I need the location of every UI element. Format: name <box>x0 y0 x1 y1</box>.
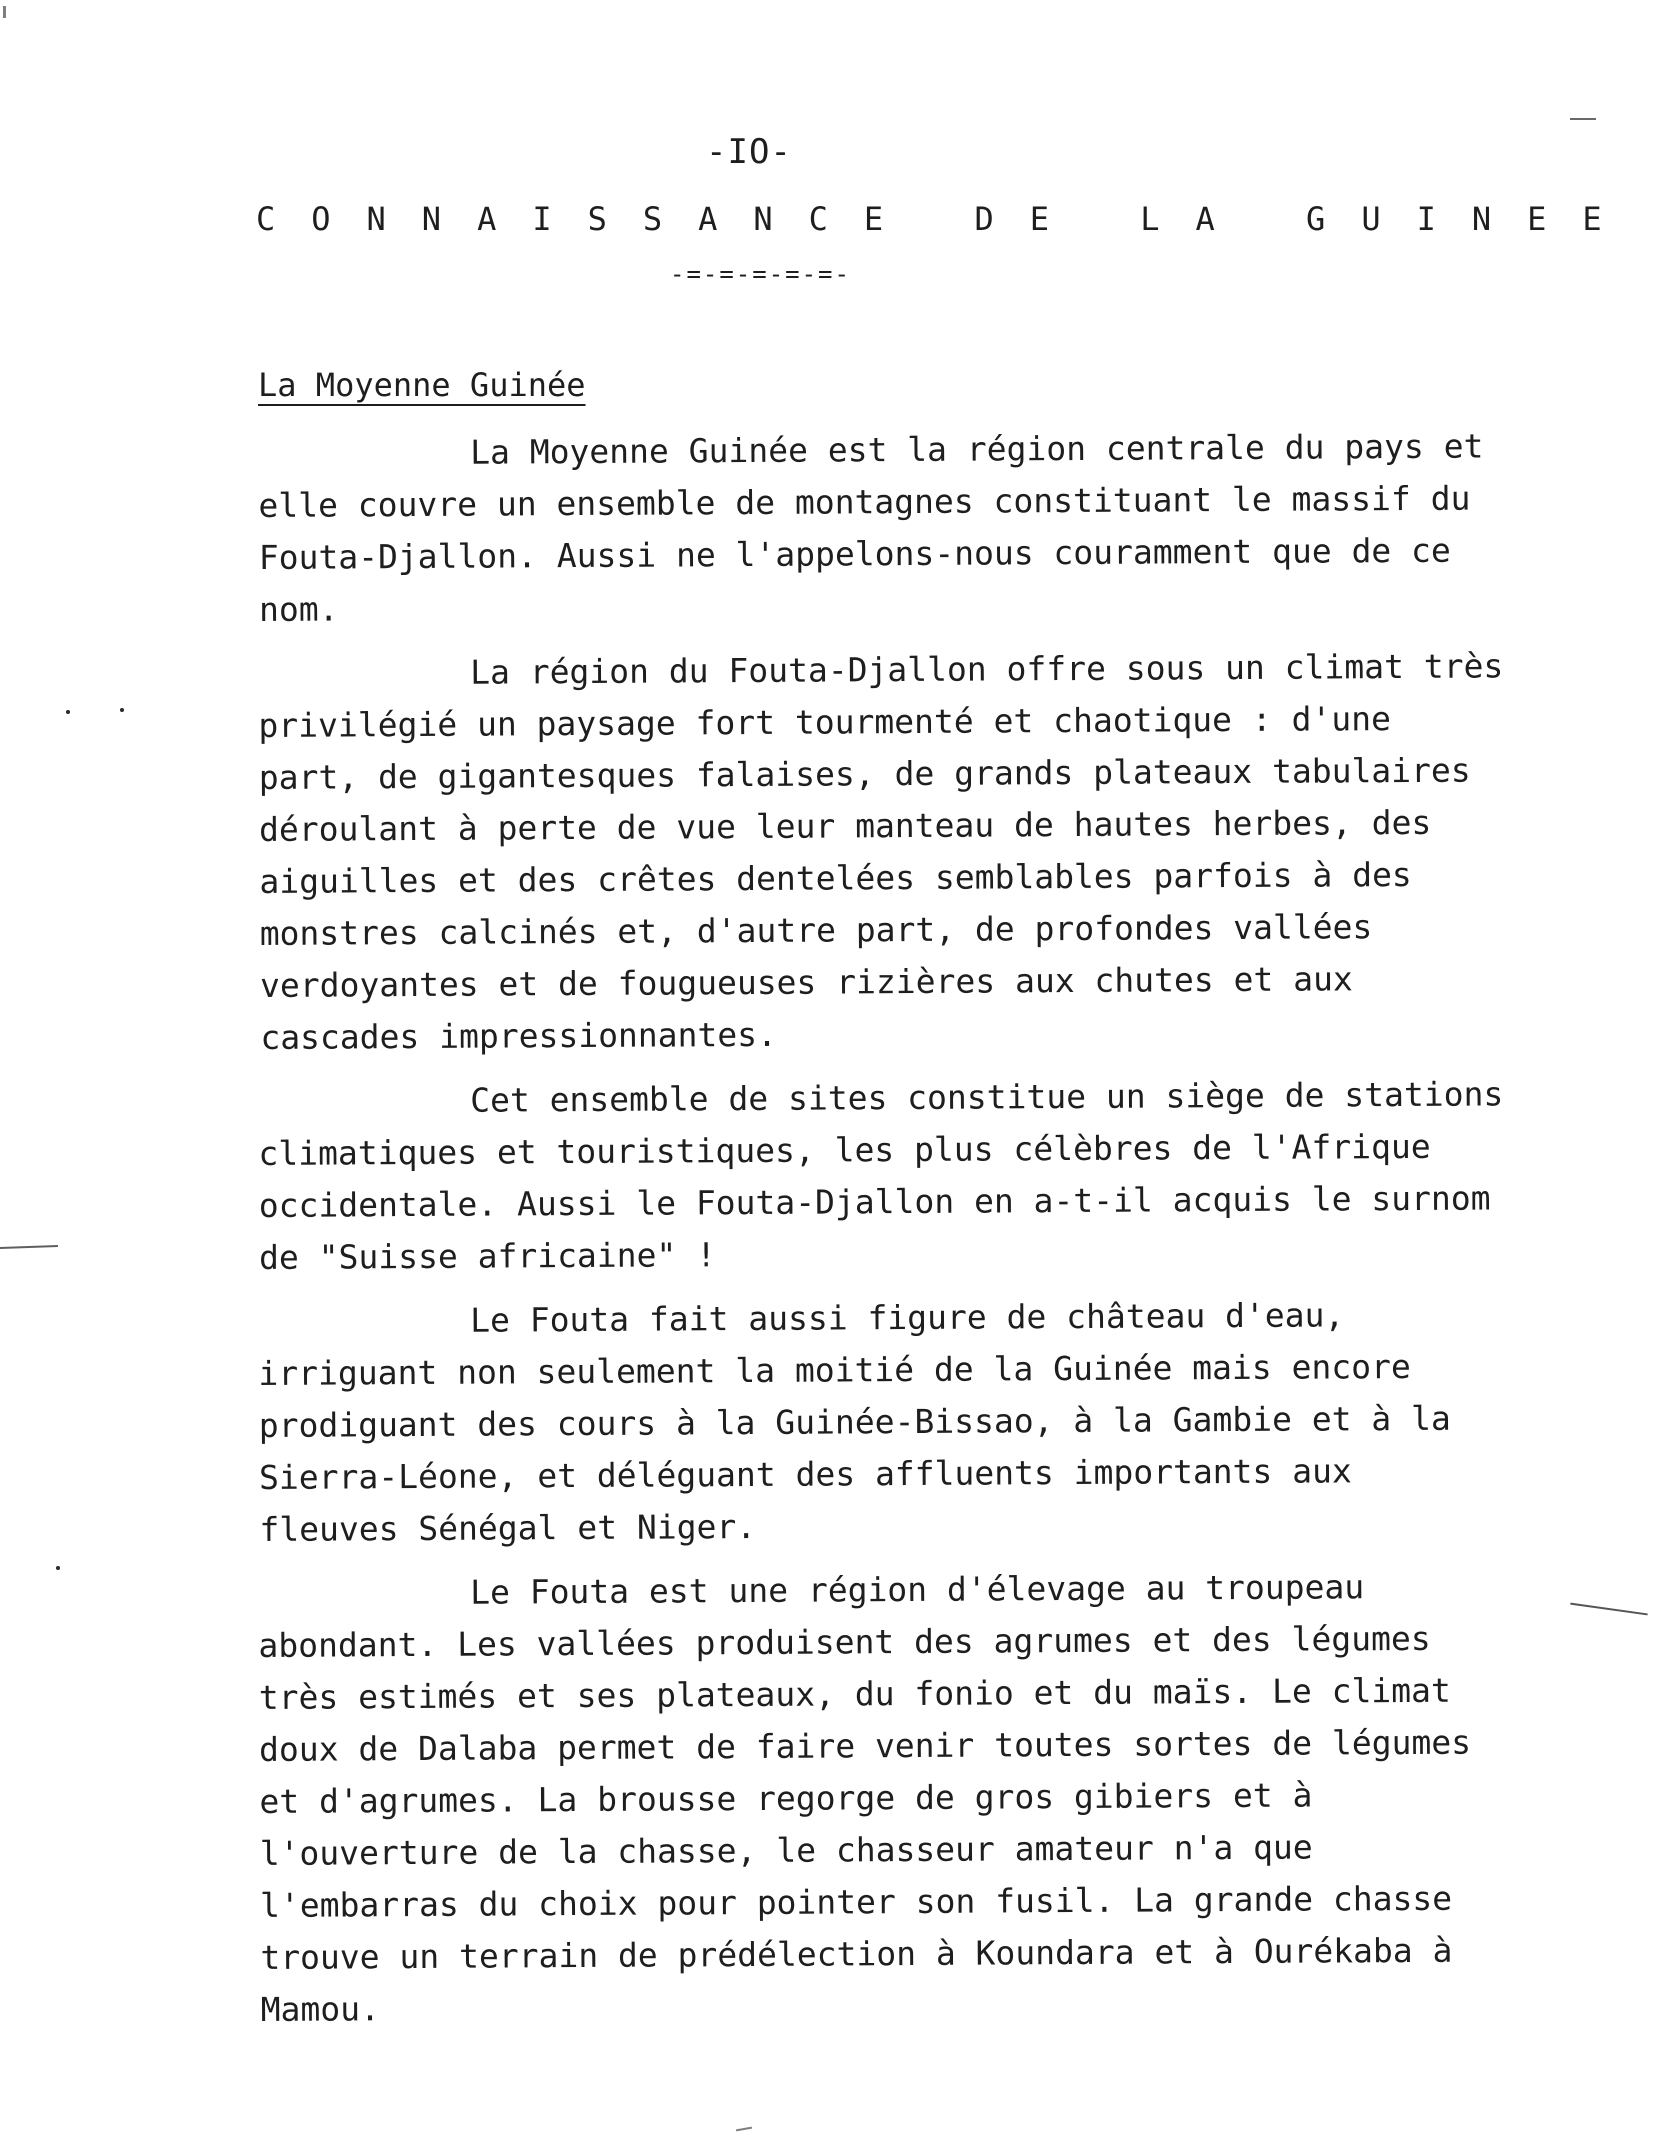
scan-speck <box>3 6 6 18</box>
title-underline-rule: -=-=-=-=-=- <box>670 260 851 288</box>
paragraph-4: Le Fouta fait aussi figure de château d'eau, irriguant non seulement la moitié de la Guinée mais encore prodiguant des cours à la Guinée-Bissao, à la Gambie et à la Sierra-Léone, et déléguant des affluents importants aux fleuves Sénégal et Niger. <box>258 1295 1451 1549</box>
body-text <box>258 428 1508 2036</box>
paragraph-5: Le Fouta est une région d'élevage au troupeau abondant. Les vallées produisent des agrumes et des légumes très estimés et ses plateaux, du fonio et du maïs. Le climat doux de Dalaba permet de faire venir toutes sortes de légumes et d'agrumes. La brousse regorge de gros gibiers et à l'ouverture de la chasse, le chasseur amateur n'a que l'embarras du choix pour pointer son fusil. La grande chasse trouve un terrain de prédélection à Koundara et à Ourékaba à Mamou. <box>258 1567 1472 2029</box>
document-title: CONNAISSANCE DE LA GUINEE <box>256 200 1638 238</box>
scan-speck <box>0 1245 58 1249</box>
scan-speck <box>66 710 70 714</box>
paragraph-1: La Moyenne Guinée est la région centrale du pays et elle couvre un ensemble de montagnes constituant le massif du Fouta-Djallon. Aussi ne l'appelons-nous couramment que de ce nom. <box>258 426 1484 629</box>
paragraph-2: La région du Fouta-Djallon offre sous un climat très privilégié un paysage fort tourmenté et chaotique : d'une part, de gigantesques falaises, de grands plateaux tabulaires déroulant à perte de vue leur manteau de hautes herbes, des aiguilles et des crêtes dentelées semblables parfois à des monstres calcinés et, d'autre part, de profondes vallées verdoyantes et de fougueuses rizières aux chutes et aux cascades impressionnantes. <box>258 646 1504 1057</box>
paragraph-3: Cet ensemble de sites constitue un siège de stations climatiques et touristiques, les plus célèbres de l'Afrique occidentale. Aussi le Fouta-Djallon en a-t-il acquis le surnom de "Suisse africaine" ! <box>258 1074 1504 1277</box>
page-number: -IO- <box>706 132 792 172</box>
scan-speck <box>56 1566 60 1570</box>
scan-speck <box>736 2127 752 2132</box>
scan-speck <box>1570 118 1596 120</box>
section-heading: La Moyenne Guinée <box>258 366 586 404</box>
scan-speck <box>120 708 124 712</box>
scan-speck <box>1570 1603 1648 1616</box>
